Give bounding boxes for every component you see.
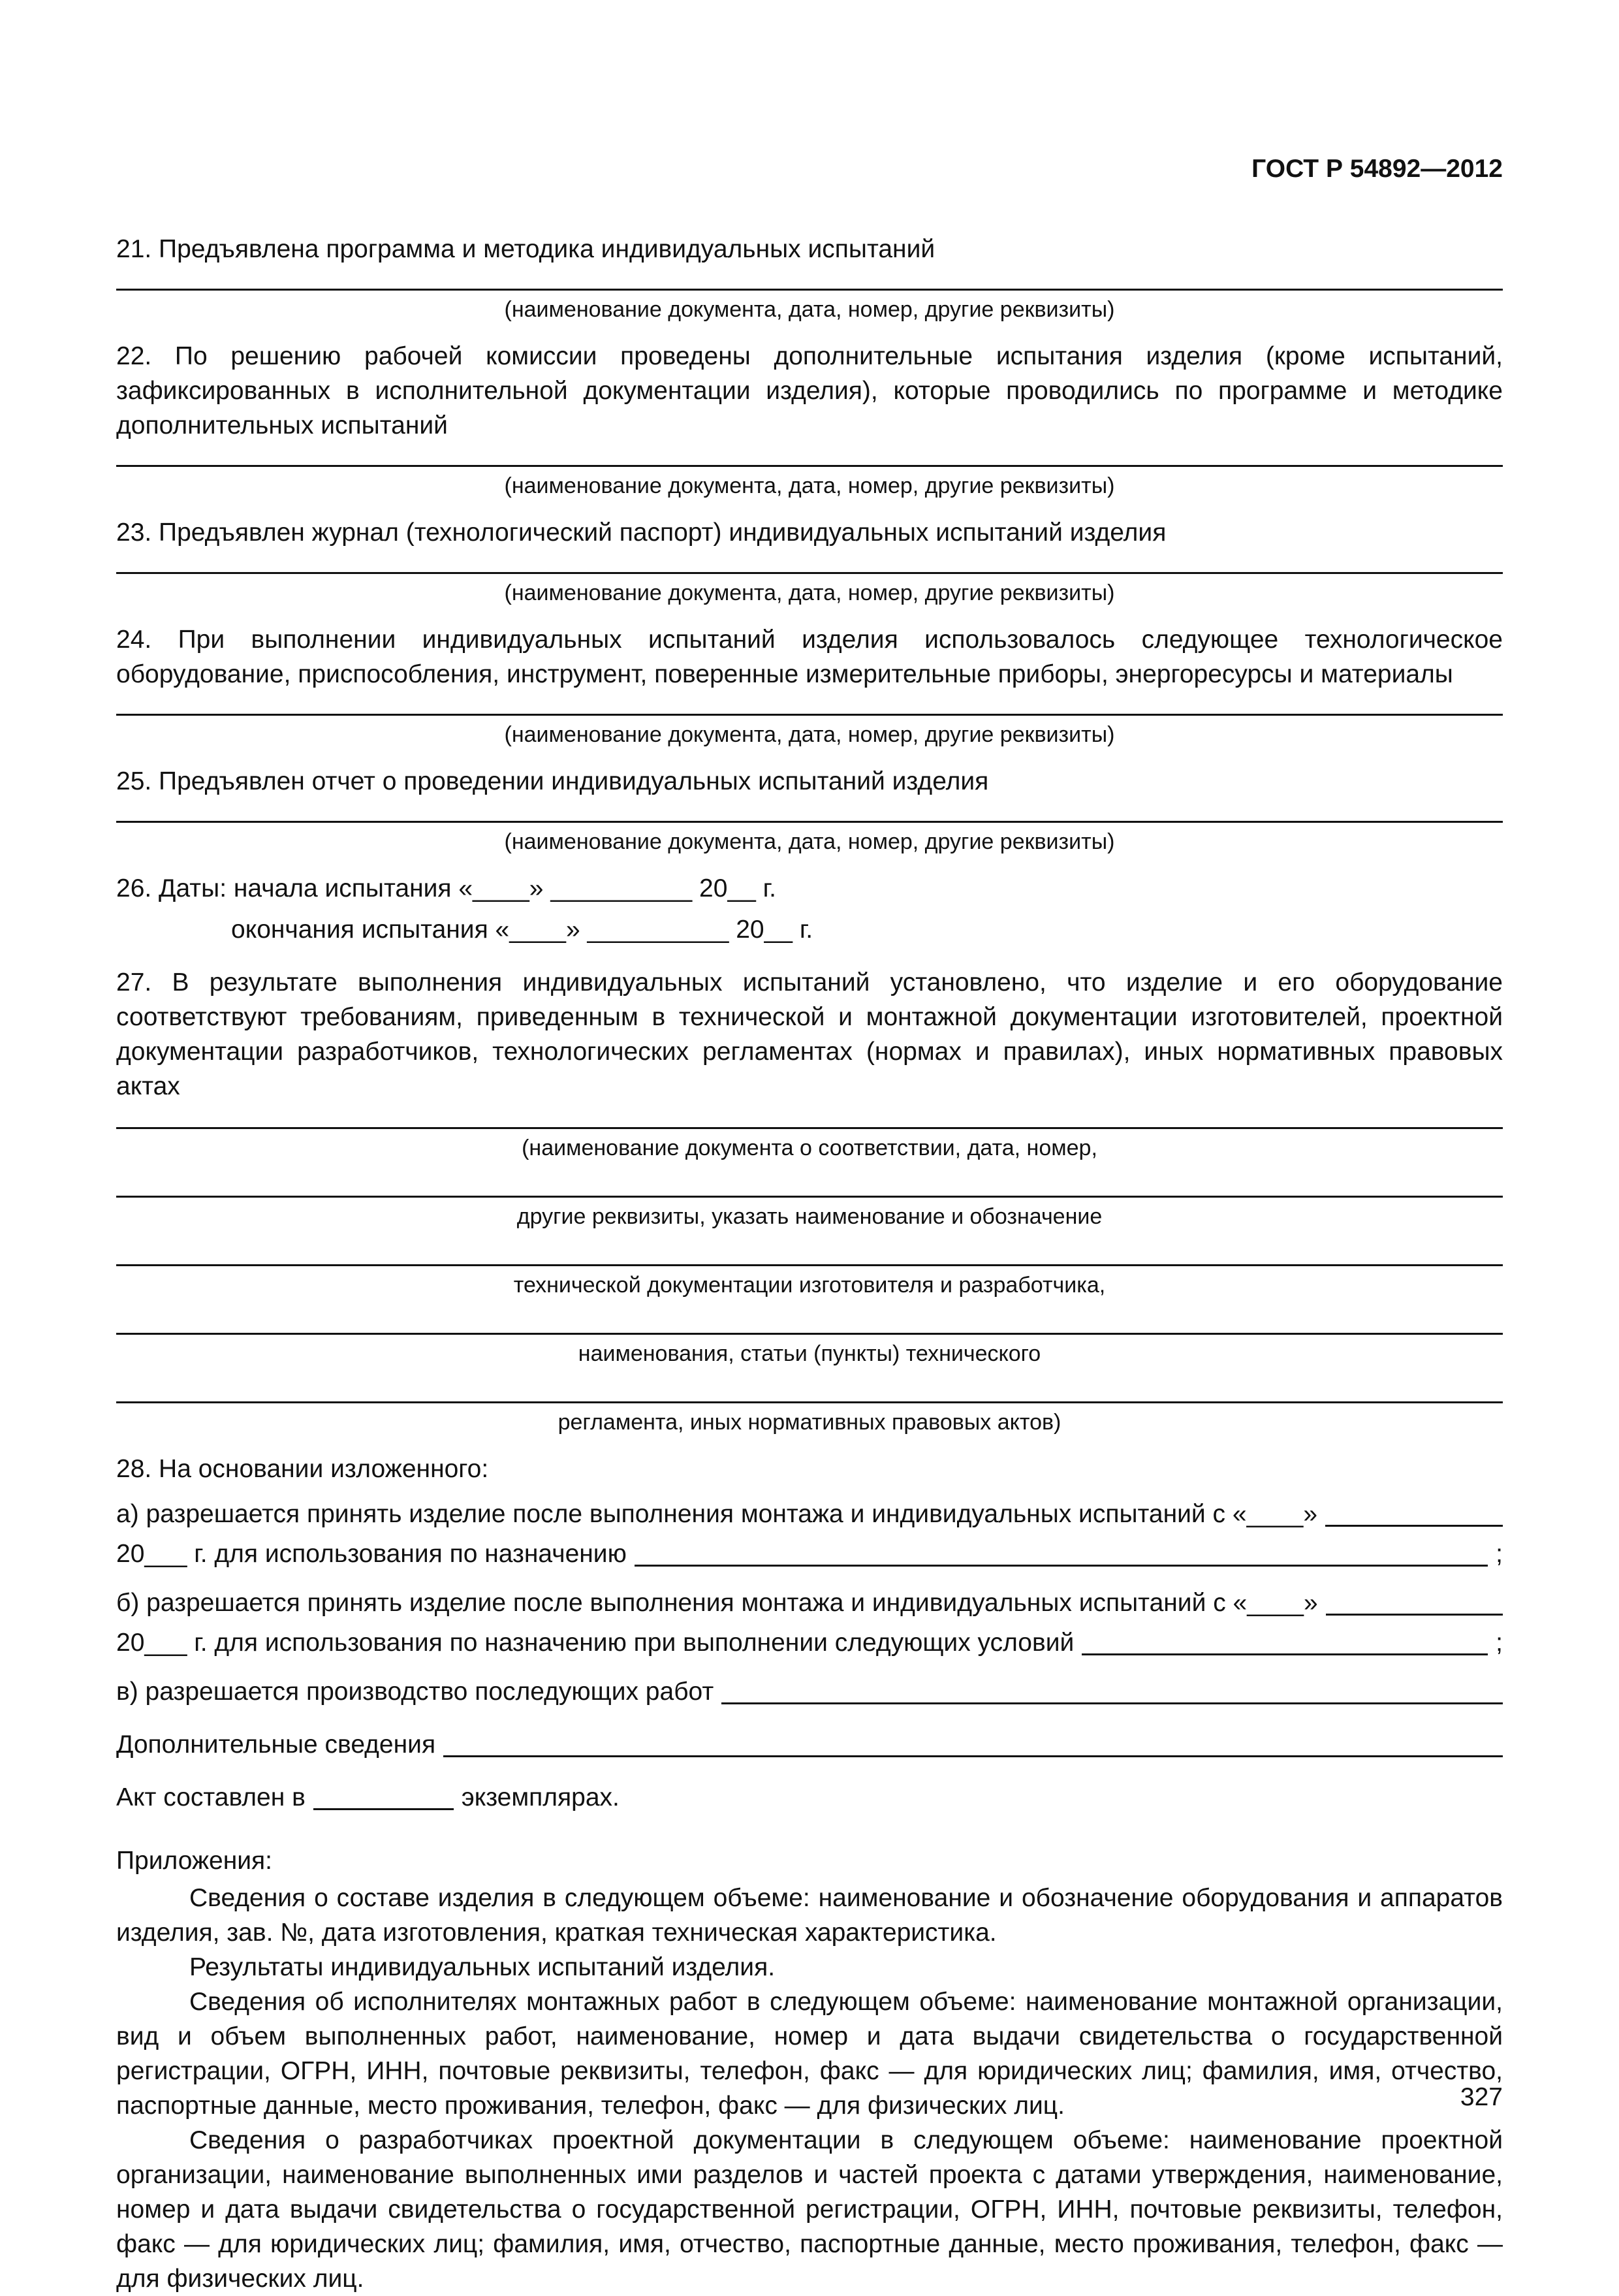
fill-line-caption: (наименование документа, дата, номер, другие реквизиты) [504, 297, 1115, 322]
appendix-paragraph: Результаты индивидуальных испытаний изделия. [189, 1953, 776, 1981]
appendix-paragraph: Сведения об исполнителях монтажных работ в следующем объеме: наименование монтажной организации, вид и объем выполненных работ, наименование, номер и дата выдачи свидетельства о государственной регистрации, ОГРН, ИНН, почтовые реквизиты, телефон, факс — для юридических лиц; фамилия, имя, отчество, паспортные данные, место проживания, телефон, факс — для физических лиц. [116, 1988, 1503, 2120]
act-copies [116, 1780, 1503, 1815]
page-number: 327 [1460, 2083, 1503, 2111]
fill-blank [635, 1537, 1488, 1567]
fill-blank [443, 1727, 1503, 1757]
appendix [116, 1843, 1503, 2296]
item-28a-line1 [116, 1497, 1503, 1531]
item-28-sub-b [116, 1586, 1503, 1660]
item-28-sub-v [116, 1674, 1503, 1709]
item-28a-text: а) разрешается принять изделие после выполнения монтажа и индивидуальных испытаний с «____» [116, 1500, 1318, 1528]
fill-blank [1325, 1497, 1503, 1527]
item-28a-text2: 20___ г. для использования по назначению [116, 1540, 627, 1568]
item-24-text: 24. При выполнении индивидуальных испытаний изделия использовалось следующее технологическое оборудование, приспособления, инструмент, поверенные измерительные приборы, энергоресурсы и материалы [116, 626, 1503, 688]
form-item-26 [116, 871, 1503, 947]
fill-line [116, 714, 1503, 716]
fill-line-caption: другие реквизиты, указать наименование и обозначение [516, 1204, 1103, 1229]
fill-line [116, 572, 1503, 574]
fill-line [116, 1264, 1503, 1266]
fill-line-caption: (наименование документа о соответствии, дата, номер, [522, 1136, 1097, 1160]
form-item-22 [116, 339, 1503, 500]
act-copies-prefix: Акт составлен в [116, 1783, 306, 1811]
fill-line-caption: (наименование документа, дата, номер, другие реквизиты) [504, 581, 1115, 605]
form-item-28 [116, 1452, 1503, 1709]
fill-line [116, 1196, 1503, 1198]
item-28a-line2 [116, 1537, 1503, 1571]
fill-line-caption: (наименование документа, дата, номер, другие реквизиты) [504, 829, 1115, 854]
act-copies-suffix: экземплярах. [461, 1783, 620, 1811]
form-item-24 [116, 622, 1503, 748]
fill-line-caption: (наименование документа, дата, номер, другие реквизиты) [504, 722, 1115, 747]
fill-blank [1326, 1586, 1503, 1616]
item-28b-line2 [116, 1625, 1503, 1660]
item-21-text: 21. Предъявлена программа и методика индивидуальных испытаний [116, 235, 935, 263]
standard-designation: ГОСТ Р 54892—2012 [1251, 155, 1503, 183]
additional-info-label: Дополнительные сведения [116, 1730, 436, 1759]
item-28b-text: б) разрешается принять изделие после выполнения монтажа и индивидуальных испытаний с «____» [116, 1589, 1318, 1617]
item-28b-line1 [116, 1586, 1503, 1620]
item-28a-terminator: ; [1496, 1540, 1503, 1568]
fill-line [116, 821, 1503, 823]
item-25-text: 25. Предъявлен отчет о проведении индивидуальных испытаний изделия [116, 767, 989, 795]
fill-line-caption: (наименование документа, дата, номер, другие реквизиты) [504, 473, 1115, 498]
appendix-paragraph: Сведения о составе изделия в следующем объеме: наименование и обозначение оборудования и аппаратов изделия, зав. №, дата изготовления, краткая техническая характеристика. [116, 1884, 1503, 1947]
item-26-end-date: окончания испытания «____» __________ 20__ г. [231, 916, 813, 944]
item-28-intro: 28. На основании изложенного: [116, 1455, 489, 1483]
fill-line [116, 289, 1503, 291]
appendix-paragraph: Сведения о разработчиках проектной документации в следующем объеме: наименование проектной организации, наименование выполненных ими разделов и частей проекта с датами утверждения, наименование, номер и дата выдачи свидетельства о государственной регистрации, ОГРН, ИНН, почтовые реквизиты, телефон, факс — для юридических лиц; фамилия, имя, отчество, паспортные данные, место проживания, телефон, факс — для физических лиц. [116, 2126, 1503, 2293]
appendix-title: Приложения: [116, 1847, 273, 1875]
fill-blank [1082, 1625, 1488, 1655]
fill-line-caption: технической документации изготовителя и разработчика, [513, 1273, 1106, 1298]
item-23-text: 23. Предъявлен журнал (технологический паспорт) индивидуальных испытаний изделия [116, 518, 1167, 547]
fill-line-caption: регламента, иных нормативных правовых актов) [558, 1410, 1061, 1435]
item-28b-terminator: ; [1496, 1629, 1503, 1657]
item-27-text: 27. В результате выполнения индивидуальных испытаний установлено, что изделие и его оборудование соответствуют требованиям, приведенным в технической и монтажной документации изготовителей, проектной документации разработчиков, технологических регламентах (нормах и правилах), иных нормативных правовых актах [116, 968, 1503, 1100]
item-26-start-date: 26. Даты: начала испытания «____» __________ 20__ г. [116, 874, 776, 902]
additional-info [116, 1727, 1503, 1762]
fill-line [116, 465, 1503, 467]
fill-line [116, 1333, 1503, 1335]
form-item-21 [116, 232, 1503, 323]
item-28b-text2: 20___ г. для использования по назначению при выполнении следующих условий [116, 1629, 1075, 1657]
fill-line [116, 1401, 1503, 1403]
item-28-sub-a [116, 1497, 1503, 1571]
form-item-27 [116, 965, 1503, 1436]
item-22-text: 22. По решению рабочей комиссии проведены дополнительные испытания изделия (кроме испытаний, зафиксированных в исполнительной документации изделия), которые проводились по программе и методике дополнительных испытаний [116, 342, 1503, 439]
fill-blank [313, 1780, 454, 1810]
item-28v-text: в) разрешается производство последующих работ [116, 1678, 714, 1706]
fill-line [116, 1127, 1503, 1129]
form-item-23 [116, 515, 1503, 607]
fill-blank [721, 1674, 1503, 1704]
fill-line-caption: наименования, статьи (пункты) технического [578, 1341, 1041, 1366]
form-item-25 [116, 764, 1503, 855]
